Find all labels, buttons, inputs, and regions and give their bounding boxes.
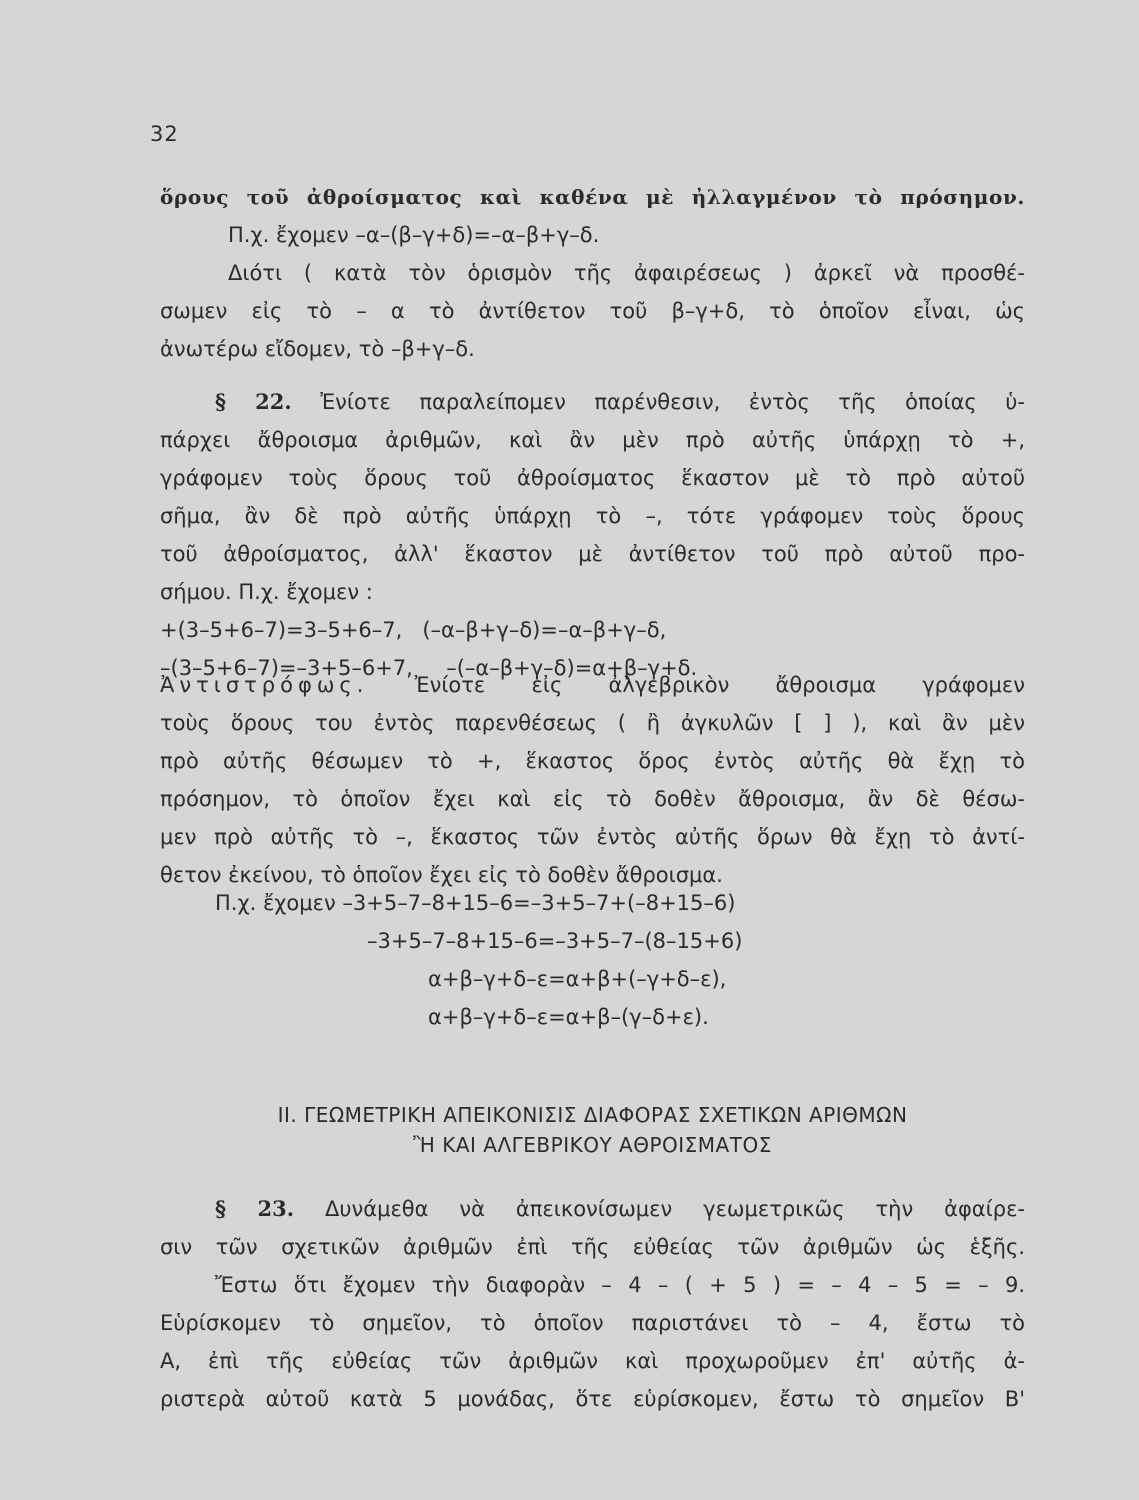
section-22-first-text: Ἐνίοτε παραλείπομεν παρένθεσιν, ἐντὸς τῆς ὁποίας ὑ- bbox=[320, 390, 1025, 414]
text-line: πρὸ αὐτῆς θέσωμεν τὸ +, ἕκαστος ὅρος ἐντὸς αὐτῆς θὰ ἔχῃ τὸ bbox=[160, 749, 1025, 773]
converse-first-line bbox=[160, 666, 1025, 704]
example-eq-line: α+β–γ+δ–ε=α+β+(–γ+δ–ε), bbox=[428, 967, 727, 991]
bold-rule-line: ὅρους τοῦ ἀθροίσματος καὶ καθένα μὲ ἠλλαγμένον τὸ πρόσημον. bbox=[160, 185, 1025, 209]
text-line: τοῦ ἀθροίσματος, ἀλλ' ἕκαστον μὲ ἀντίθετον τοῦ πρὸ αὐτοῦ προ- bbox=[160, 542, 1025, 566]
text-line: πάρχει ἄθροισμα ἀριθμῶν, καὶ ἂν μὲν πρὸ αὐτῆς ὑπάρχῃ τὸ +, bbox=[160, 428, 1025, 452]
equation-line: +(3–5+6–7)=3–5+6–7, (–α–β+γ–δ)=–α–β+γ–δ, bbox=[160, 618, 667, 642]
section-22-first-line bbox=[160, 383, 1025, 421]
example-eq-line: –3+5–7–8+15–6=–3+5–7–(8–15+6) bbox=[367, 929, 743, 953]
section-heading-line: Ἢ ΚΑΙ ΑΛΓΕΒΡΙΚΟΥ ΑΘΡΟΙΣΜΑΤΟΣ bbox=[413, 1133, 772, 1157]
text-line: τοὺς ὅρους του ἐντὸς παρενθέσεως ( ἢ ἀγκυλῶν [ ] ), καὶ ἂν μὲν bbox=[160, 711, 1025, 735]
text-line: σιν τῶν σχετικῶν ἀριθμῶν ἐπὶ τῆς εὐθείας τῶν ἀριθμῶν ὡς ἑξῆς. bbox=[160, 1235, 1025, 1259]
section-23-first-text: Δυνάμεθα νὰ ἀπεικονίσωμεν γεωμετρικῶς τὴν ἀφαίρε- bbox=[325, 1197, 1025, 1221]
example-line: Π.χ. ἔχομεν –α–(β–γ+δ)=–α–β+γ–δ. bbox=[228, 223, 600, 247]
text-line: Εὑρίσκομεν τὸ σημεῖον, τὸ ὁποῖον παριστάνει τὸ – 4, ἔστω τὸ bbox=[160, 1311, 1025, 1335]
example-eq: –3+5–7–8+15–6=–3+5–7+(–8+15–6) bbox=[342, 891, 736, 915]
converse-first-text: Ἐνίοτε εἰς ἀλγεβρικὸν ἄθροισμα γράφομεν bbox=[414, 673, 1025, 697]
converse-paragraph bbox=[160, 666, 1025, 894]
section-22-label: § 22. bbox=[215, 389, 292, 414]
text-line: Ἔστω ὅτι ἔχομεν τὴν διαφορὰν – 4 – ( + 5 ) = – 4 – 5 = – 9. bbox=[215, 1273, 1025, 1297]
text-line: Α, ἐπὶ τῆς εὐθείας τῶν ἀριθμῶν καὶ προχωροῦμεν ἐπ' αὐτῆς ἀ- bbox=[160, 1349, 1025, 1373]
text-line: σῆμα, ἂν δὲ πρὸ αὐτῆς ὑπάρχῃ τὸ –, τότε γράφομεν τοὺς ὅρους bbox=[160, 504, 1025, 528]
text-line: γράφομεν τοὺς ὅρους τοῦ ἀθροίσματος ἕκαστον μὲ τὸ πρὸ αὐτοῦ bbox=[160, 466, 1025, 490]
intro-block bbox=[160, 178, 1025, 368]
text-line: ἀνωτέρω εἴδομεν, τὸ –β+γ–δ. bbox=[160, 337, 475, 361]
example-eq-line bbox=[160, 884, 1025, 922]
text-line: Διότι ( κατὰ τὸν ὁρισμὸν τῆς ἀφαιρέσεως ) ἀρκεῖ νὰ προσθέ- bbox=[228, 261, 1025, 285]
text-line: πρόσημον, τὸ ὁποῖον ἔχει καὶ εἰς τὸ δοθὲν ἄθροισμα, ἂν δὲ θέσω- bbox=[160, 787, 1025, 811]
equation-line: –(3–5+6–7)=–3+5–6+7, –(–α–β+γ–δ)=α+β–γ+δ. bbox=[160, 656, 698, 680]
converse-label: Ἀντιστρόφως. bbox=[160, 673, 369, 697]
text-line: ριστερὰ αὐτοῦ κατὰ 5 μονάδας, ὅτε εὑρίσκομεν, ἔστω τὸ σημεῖον Β' bbox=[160, 1387, 1025, 1411]
example-prefix: Π.χ. ἔχομεν bbox=[215, 891, 336, 915]
page-number: 32 bbox=[150, 122, 179, 146]
section-heading bbox=[160, 1100, 1025, 1160]
section-23-first-line bbox=[160, 1190, 1025, 1228]
text-line: σωμεν εἰς τὸ – α τὸ ἀντίθετον τοῦ β–γ+δ, τὸ ὁποῖον εἶναι, ὡς bbox=[160, 299, 1025, 323]
section-23 bbox=[160, 1190, 1025, 1418]
text-line: σήμου. Π.χ. ἔχομεν : bbox=[160, 580, 373, 604]
section-23-label: § 23. bbox=[215, 1196, 295, 1221]
section-22 bbox=[160, 383, 1025, 687]
example-eq-line: α+β–γ+δ–ε=α+β–(γ–δ+ε). bbox=[428, 1005, 709, 1029]
section-heading-line: ΙΙ. ΓΕΩΜΕΤΡΙΚΗ ΑΠΕΙΚΟΝΙΣΙΣ ΔΙΑΦΟΡΑΣ ΣΧΕΤΙΚΩΝ ΑΡΙΘΜΩΝ bbox=[277, 1103, 908, 1127]
text-line: θετον ἐκείνου, τὸ ὁποῖον ἔχει εἰς τὸ δοθὲν ἄθροισμα. bbox=[160, 863, 723, 887]
examples-block bbox=[160, 884, 1025, 1036]
text-line: μεν πρὸ αὐτῆς τὸ –, ἕκαστος τῶν ἐντὸς αὐτῆς ὅρων θὰ ἔχῃ τὸ ἀντί- bbox=[160, 825, 1025, 849]
